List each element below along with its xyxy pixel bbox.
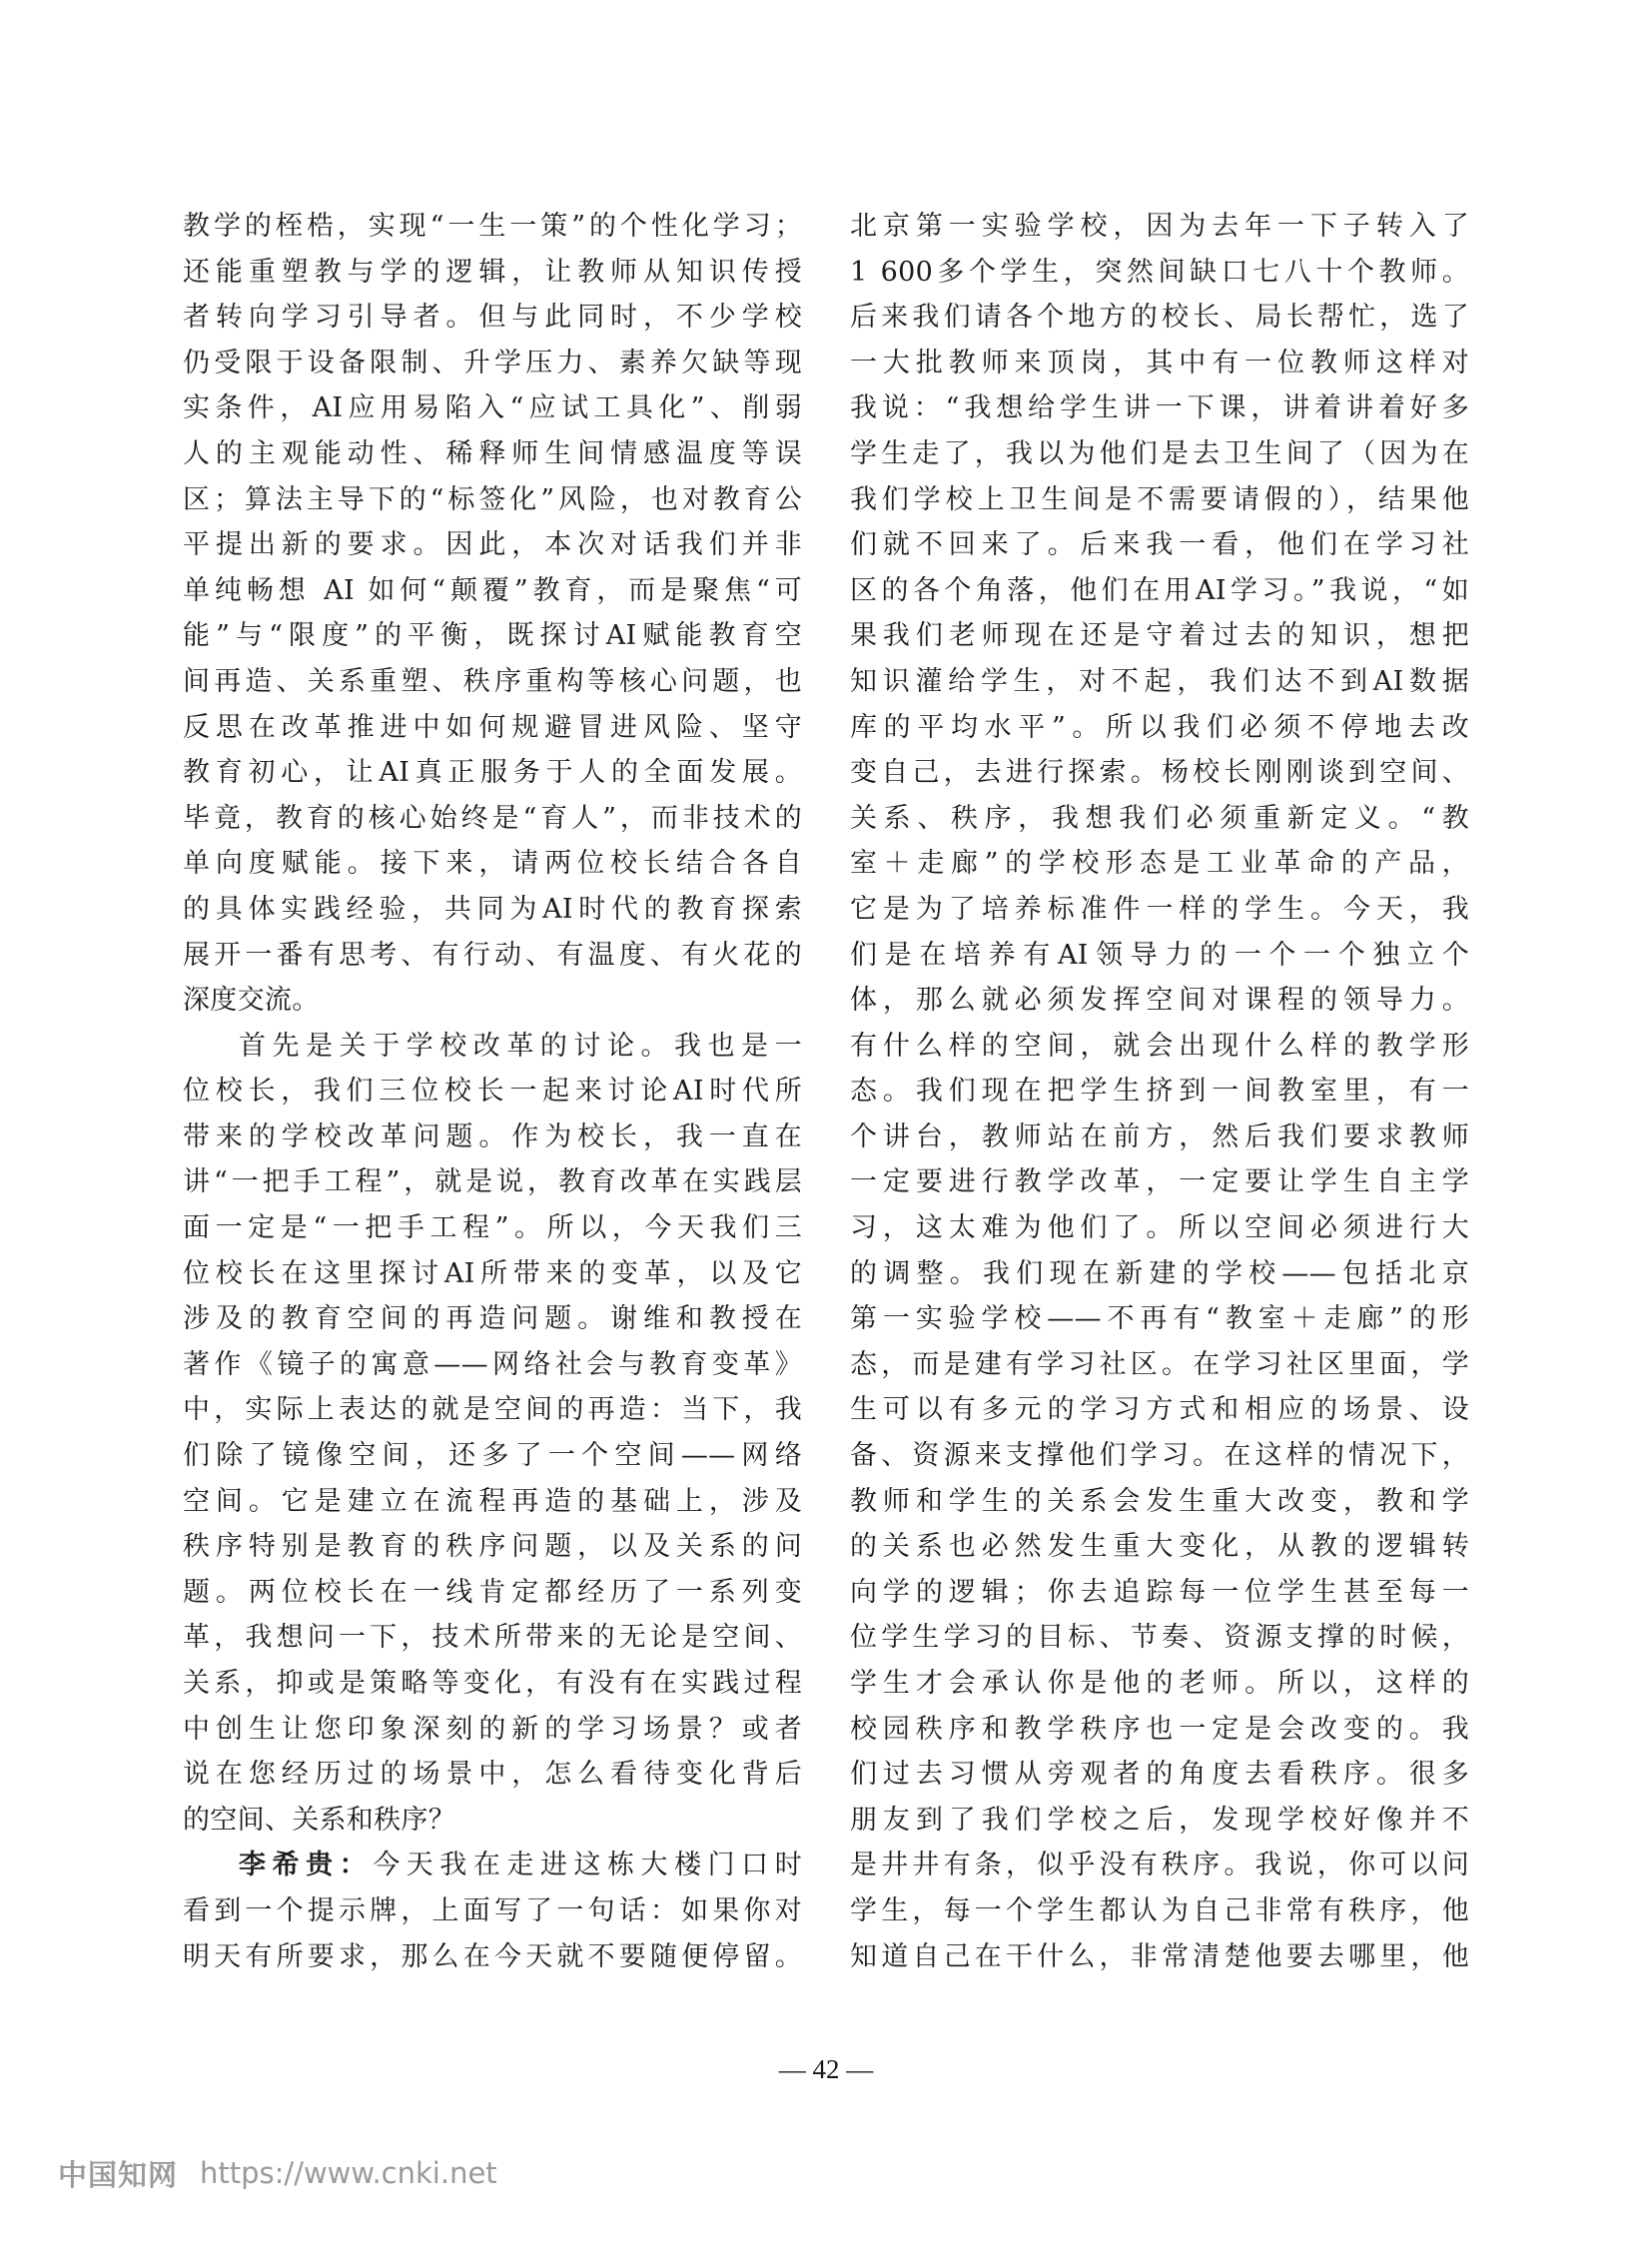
text-line: 北京第一实验学校，因为去年一下子转入了 <box>850 211 1469 242</box>
text-line: 知道自己在干什么，非常清楚他要去哪里，他 <box>850 1940 1469 1972</box>
text-line: 秩序特别是教育的秩序问题，以及关系的问 <box>183 1531 802 1563</box>
text-line: 位校长在这里探讨AI所带来的变革，以及它 <box>183 1257 802 1289</box>
text-line: 们是在培养有AI领导力的一个一个独立个 <box>850 939 1469 971</box>
text-line: 学生走了，我以为他们是去卫生间了（因为在 <box>850 437 1469 469</box>
text-line: 展开一番有思考、有行动、有温度、有火花的 <box>183 939 802 971</box>
text-line: 区的各个角落，他们在用AI学习。”我说，“如 <box>850 574 1469 606</box>
text-line: 看到一个提示牌，上面写了一句话：如果你对 <box>183 1894 802 1926</box>
text-line: 人的主观能动性、稀释师生间情感温度等误 <box>183 437 802 469</box>
cnki-logo: 中国知网 <box>58 2157 179 2192</box>
text-line: 朋友到了我们学校之后，发现学校好像并不 <box>850 1804 1469 1836</box>
text-line: 明天有所要求，那么在今天就不要随便停留。 <box>183 1940 802 1972</box>
text-line: 仍受限于设备限制、升学压力、素养欠缺等现 <box>183 347 802 378</box>
left-column <box>183 204 802 1979</box>
text-line: 讲“一把手工程”，就是说，教育改革在实践层 <box>183 1166 802 1198</box>
text-line: 关系，抑或是策略等变化，有没有在实践过程 <box>183 1668 802 1699</box>
text-line: 备、资源来支撑他们学习。在这样的情况下， <box>850 1440 1469 1472</box>
text-line: 学生，每一个学生都认为自己非常有秩序，他 <box>850 1894 1469 1926</box>
text-line: 教育初心，让AI真正服务于人的全面发展。 <box>183 757 802 789</box>
right-column <box>850 204 1469 1979</box>
text-line: 校园秩序和教学秩序也一定是会改变的。我 <box>850 1713 1469 1745</box>
speaker-text: 今天我在走进这栋大楼门口时 <box>373 1850 803 1881</box>
text-line: 一定要进行教学改革，一定要让学生自主学 <box>850 1166 1469 1198</box>
text-line: 能”与“限度”的平衡，既探讨AI赋能教育空 <box>183 620 802 652</box>
text-line: 面一定是“一把手工程”。所以，今天我们三 <box>183 1212 802 1244</box>
text-line: 生可以有多元的学习方式和相应的场景、设 <box>850 1394 1469 1426</box>
text-line: 库的平均水平”。所以我们必须不停地去改 <box>850 711 1469 743</box>
text-line: 关系、秩序，我想我们必须重新定义。“教 <box>850 802 1469 834</box>
text-line: 说在您经历过的场景中，怎么看待变化背后 <box>183 1759 802 1791</box>
text-line: 们过去习惯从旁观者的角度去看秩序。很多 <box>850 1759 1469 1791</box>
text-line: 中创生让您印象深刻的新的学习场景？或者 <box>183 1713 802 1745</box>
text-line: 学生才会承认你是他的老师。所以，这样的 <box>850 1668 1469 1699</box>
text-line: 1 600多个学生，突然间缺口七八十个教师。 <box>850 256 1469 288</box>
text-line: 首先是关于学校改革的讨论。我也是一 <box>239 1030 802 1062</box>
text-line: 的空间、关系和秩序？ <box>183 1804 455 1836</box>
text-line: 习，这太难为他们了。所以空间必须进行大 <box>850 1212 1469 1244</box>
text-line: 态。我们现在把学生挤到一间教室里，有一 <box>850 1076 1469 1108</box>
text-line: 变自己，去进行探索。杨校长刚刚谈到空间、 <box>850 757 1469 789</box>
speaker-line <box>183 1843 802 1888</box>
text-line: 区；算法主导下的“标签化”风险，也对教育公 <box>183 483 802 515</box>
text-line: 后来我们请各个地方的校长、局长帮忙，选了 <box>850 302 1469 334</box>
text-line: 间再造、关系重塑、秩序重构等核心问题，也 <box>183 665 802 697</box>
text-line: 带来的学校改革问题。作为校长，我一直在 <box>183 1121 802 1152</box>
text-line: 它是为了培养标准件一样的学生。今天，我 <box>850 893 1469 925</box>
cnki-url[interactable]: https://www.cnki.net <box>200 2156 497 2190</box>
cnki-watermark <box>58 2155 497 2191</box>
text-line: 们除了镜像空间，还多了一个空间——网络 <box>183 1440 802 1472</box>
text-line: 位学生学习的目标、节奏、资源支撑的时候， <box>850 1622 1469 1654</box>
text-line: 个讲台，教师站在前方，然后我们要求教师 <box>850 1121 1469 1152</box>
text-line: 我说：“我想给学生讲一下课，讲着讲着好多 <box>850 392 1469 424</box>
text-line: 的关系也必然发生重大变化，从教的逻辑转 <box>850 1531 1469 1563</box>
text-line: 室＋走廊”的学校形态是工业革命的产品， <box>850 848 1469 880</box>
speaker-name: 李希贵： <box>239 1850 374 1881</box>
text-line: 果我们老师现在还是守着过去的知识，想把 <box>850 620 1469 652</box>
text-line: 教学的桎梏，实现“一生一策”的个性化学习； <box>183 211 802 242</box>
text-line: 空间。它是建立在流程再造的基础上，涉及 <box>183 1485 802 1517</box>
text-line: 们就不回来了。后来我一看，他们在学习社 <box>850 529 1469 561</box>
page-number: — 42 — <box>778 2054 874 2084</box>
text-line: 单纯畅想 AI 如何“颠覆”教育，而是聚焦“可 <box>183 574 802 606</box>
text-line: 有什么样的空间，就会出现什么样的教学形 <box>850 1030 1469 1062</box>
text-line: 涉及的教育空间的再造问题。谢维和教授在 <box>183 1303 802 1335</box>
text-line: 的具体实践经验，共同为AI时代的教育探索 <box>183 893 802 925</box>
text-line: 深度交流。 <box>183 985 320 1017</box>
text-line: 第一实验学校——不再有“教室＋走廊”的形 <box>850 1303 1469 1335</box>
text-line: 还能重塑教与学的逻辑，让教师从知识传授 <box>183 256 802 288</box>
text-line: 单向度赋能。接下来，请两位校长结合各自 <box>183 848 802 880</box>
text-line: 一大批教师来顶岗，其中有一位教师这样对 <box>850 347 1469 378</box>
text-line: 位校长，我们三位校长一起来讨论AI时代所 <box>183 1076 802 1108</box>
text-line: 平提出新的要求。因此，本次对话我们并非 <box>183 529 802 561</box>
text-line: 体，那么就必须发挥空间对课程的领导力。 <box>850 985 1469 1017</box>
text-line: 的调整。我们现在新建的学校——包括北京 <box>850 1257 1469 1289</box>
text-line: 著作《镜子的寓意——网络社会与教育变革》 <box>183 1348 802 1380</box>
text-line: 中，实际上表达的就是空间的再造：当下，我 <box>183 1394 802 1426</box>
text-line: 知识灌给学生，对不起，我们达不到AI数据 <box>850 665 1469 697</box>
text-line: 者转向学习引导者。但与此同时，不少学校 <box>183 302 802 334</box>
text-line: 我们学校上卫生间是不需要请假的），结果他 <box>850 483 1469 515</box>
text-line: 反思在改革推进中如何规避冒进风险、坚守 <box>183 711 802 743</box>
text-line: 毕竟，教育的核心始终是“育人”，而非技术的 <box>183 802 802 834</box>
text-line: 是井井有条，似乎没有秩序。我说，你可以问 <box>850 1850 1469 1881</box>
text-line: 题。两位校长在一线肯定都经历了一系列变 <box>183 1576 802 1608</box>
text-line: 态，而是建有学习社区。在学习社区里面，学 <box>850 1348 1469 1380</box>
text-line: 教师和学生的关系会发生重大改变，教和学 <box>850 1485 1469 1517</box>
text-line: 向学的逻辑；你去追踪每一位学生甚至每一 <box>850 1576 1469 1608</box>
text-line: 实条件，AI应用易陷入“应试工具化”、削弱 <box>183 392 802 424</box>
text-line: 革，我想问一下，技术所带来的无论是空间、 <box>183 1622 802 1654</box>
